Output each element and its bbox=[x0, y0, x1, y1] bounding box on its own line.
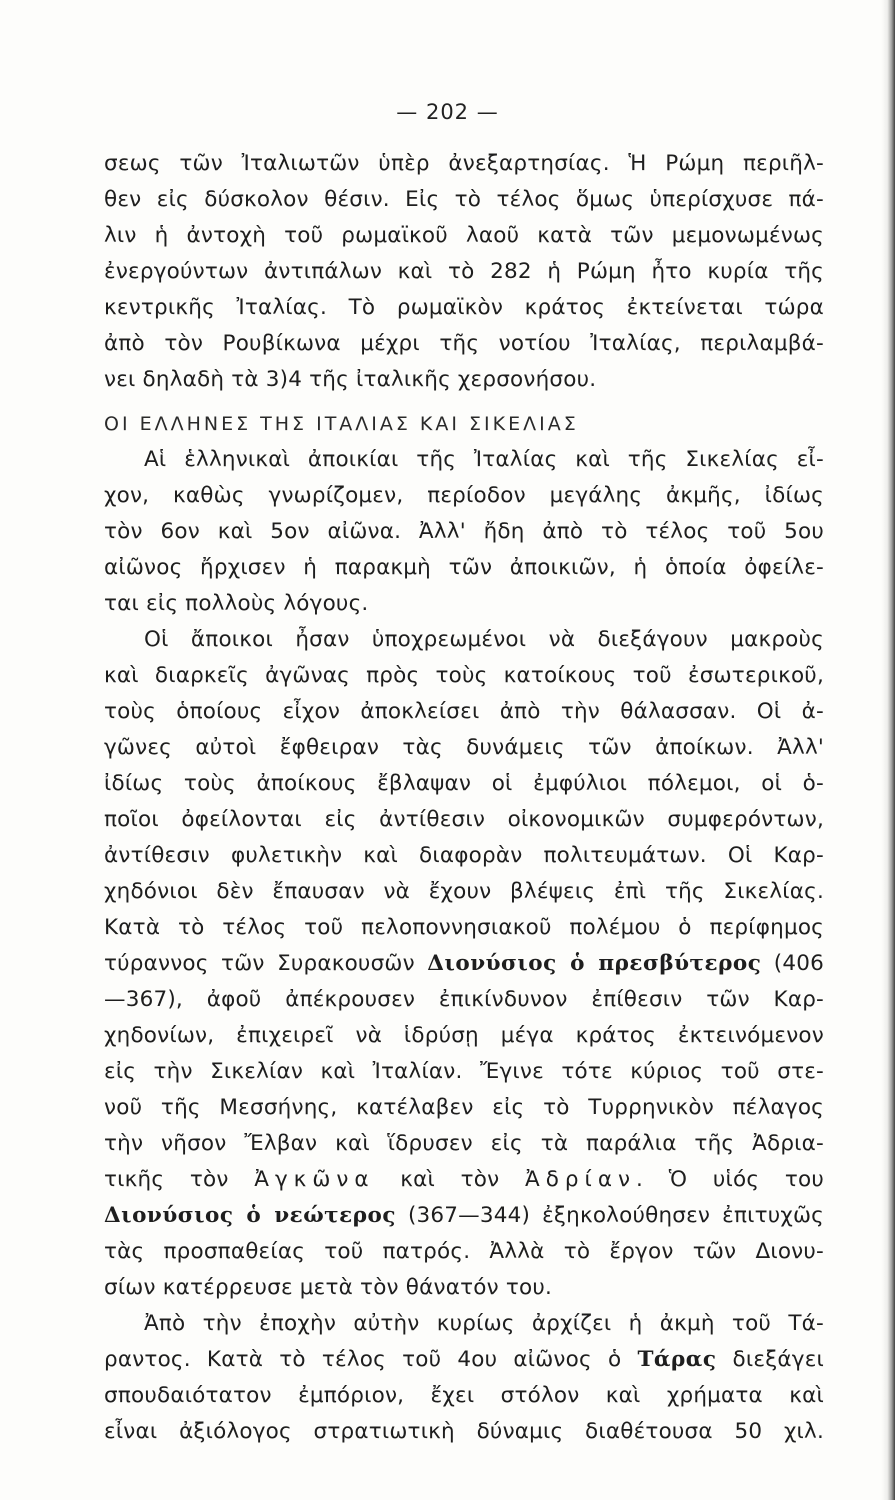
text-line: σπουδαιότατον ἐμπόριον, ἔχει στόλον καὶ χρήματα καὶ bbox=[104, 1383, 824, 1408]
text-fragment: τικῆς τὸν bbox=[104, 1167, 255, 1192]
text-line: ἰδίως τοὺς ἀποίκους ἔβλαψαν οἱ ἐμφύλιοι πόλεμοι, οἱ ὁ- bbox=[104, 771, 824, 796]
page-edge-shadow bbox=[881, 0, 895, 1500]
text-line bbox=[104, 946, 824, 982]
text-line: λιν ἡ ἀντοχὴ τοῦ ρωμαϊκοῦ λαοῦ κατὰ τῶν μεμονωμένως bbox=[104, 223, 824, 248]
text-line: χηδόνιοι δὲν ἔπαυσαν νὰ ἔχουν βλέψεις ἐπὶ τῆς Σικελίας. bbox=[104, 879, 824, 904]
text-fragment: (406 bbox=[761, 951, 824, 976]
text-line: Ἀπὸ τὴν ἐποχὴν αὐτὴν κυρίως ἀρχίζει ἡ ἀκμὴ τοῦ Τά- bbox=[144, 1311, 824, 1336]
text-fragment: καὶ τὸν bbox=[374, 1167, 526, 1192]
text-line: καὶ διαρκεῖς ἀγῶνας πρὸς τοὺς κατοίκους τοῦ ἐσωτερικοῦ, bbox=[104, 663, 824, 688]
text-line: νοῦ τῆς Μεσσήνης, κατέλαβεν εἰς τὸ Τυρρηνικὸν πέλαγος bbox=[104, 1095, 824, 1120]
text-fragment: διεξάγει bbox=[716, 1347, 824, 1372]
text-line: τὰς προσπαθείας τοῦ πατρός. Ἀλλὰ τὸ ἔργον τῶν Διονυ- bbox=[104, 1239, 824, 1264]
text-fragment: (367—344) ἐξηκολούθησεν ἐπιτυχῶς bbox=[395, 1203, 824, 1228]
text-line: ἀντίθεσιν φυλετικὴν καὶ διαφορὰν πολιτευμάτων. Οἱ Καρ- bbox=[104, 843, 824, 868]
text-line bbox=[104, 1342, 824, 1378]
spaced-name-adria: Ἀδρίαν bbox=[525, 1167, 637, 1192]
text-line: κεντρικῆς Ἰταλίας. Τὸ ρωμαϊκὸν κράτος ἐκτείνεται τώρα bbox=[104, 295, 824, 320]
text-line: τοὺς ὁποίους εἶχον ἀποκλείσει ἀπὸ τὴν θάλασσαν. Οἱ ἀ- bbox=[104, 699, 824, 724]
text-line bbox=[104, 1198, 824, 1234]
text-line: ἀπὸ τὸν Ρουβίκωνα μέχρι τῆς νοτίου Ἰταλίας, περιλαμβά- bbox=[104, 331, 824, 356]
text-line: ται εἰς πολλοὺς λόγους. bbox=[104, 591, 369, 616]
text-line: σίων κατέρρευσε μετὰ τὸν θάνατόν του. bbox=[104, 1275, 553, 1300]
spaced-name-ancona: Ἀγκῶνα bbox=[254, 1167, 375, 1192]
text-line: τὴν νῆσον Ἔλβαν καὶ ἵδρυσεν εἰς τὰ παράλια τῆς Ἀδρια- bbox=[104, 1131, 824, 1156]
text-line: τὸν 6ον καὶ 5ον αἰῶνα. Ἀλλ' ἤδη ἀπὸ τὸ τέλος τοῦ 5ου bbox=[104, 519, 824, 544]
text-line: εἶναι ἀξιόλογος στρατιωτικὴ δύναμις διαθέτουσα 50 χιλ. bbox=[104, 1419, 824, 1444]
text-fragment: . Ὁ υἱός του bbox=[636, 1167, 824, 1192]
text-line: ἐνεργούντων ἀντιπάλων καὶ τὸ 282 ἡ Ρώμη ἦτο κυρία τῆς bbox=[104, 259, 824, 284]
text-line: χηδονίων, ἐπιχειρεῖ νὰ ἱδρύσῃ μέγα κράτος ἐκτεινόμενον bbox=[104, 1023, 824, 1048]
text-line bbox=[104, 1162, 824, 1198]
text-line: —367), ἀφοῦ ἀπέκρουσεν ἐπικίνδυνον ἐπίθεσιν τῶν Καρ- bbox=[104, 987, 824, 1012]
page-text bbox=[104, 146, 824, 1450]
text-line: γῶνες αὐτοὶ ἔφθειραν τὰς δυνάμεις τῶν ἀποίκων. Ἀλλ' bbox=[104, 735, 824, 760]
text-line: σεως τῶν Ἰταλιωτῶν ὑπὲρ ἀνεξαρτησίας. Ἡ Ρώμη περιῆλ- bbox=[104, 151, 824, 176]
bold-name-taras: Τάρας bbox=[637, 1347, 717, 1372]
text-fragment: τύραννος τῶν Συρακουσῶν bbox=[104, 951, 428, 976]
section-heading: ΟΙ ΕΛΛΗΝΕΣ ΤΗΣ ΙΤΑΛΙΑΣ ΚΑΙ ΣΙΚΕΛΙΑΣ bbox=[104, 413, 579, 435]
text-line: Κατὰ τὸ τέλος τοῦ πελοποννησιακοῦ πολέμου ὁ περίφημος bbox=[104, 915, 824, 940]
text-line: ποῖοι ὀφείλονται εἰς ἀντίθεσιν οἰκονομικῶν συμφερόντων, bbox=[104, 807, 824, 832]
text-line: χον, καθὼς γνωρίζομεν, περίοδον μεγάλης ἀκμῆς, ἰδίως bbox=[104, 483, 824, 508]
page-number: — 202 — bbox=[396, 100, 499, 124]
text-line: θεν εἰς δύσκολον θέσιν. Εἰς τὸ τέλος ὅμως ὑπερίσχυσε πά- bbox=[104, 187, 824, 212]
text-line: Αἱ ἑλληνικαὶ ἀποικίαι τῆς Ἰταλίας καὶ τῆς Σικελίας εἶ- bbox=[144, 447, 824, 472]
text-line: εἰς τὴν Σικελίαν καὶ Ἰταλίαν. Ἔγινε τότε κύριος τοῦ στε- bbox=[104, 1059, 824, 1084]
text-line: νει δηλαδὴ τὰ 3)4 τῆς ἰταλικῆς χερσονήσου. bbox=[104, 367, 597, 392]
text-line: Οἱ ἄποικοι ἦσαν ὑποχρεωμένοι νὰ διεξάγουν μακροὺς bbox=[144, 627, 824, 652]
bold-name-dionysius-elder: Διονύσιος ὁ πρεσβύτερος bbox=[427, 951, 762, 976]
text-line: αἰῶνος ἤρχισεν ἡ παρακμὴ τῶν ἀποικιῶν, ἡ ὁποία ὀφείλε- bbox=[104, 555, 824, 580]
bold-name-dionysius-younger: Διονύσιος ὁ νεώτερος bbox=[104, 1203, 396, 1228]
text-fragment: ραντος. Κατὰ τὸ τέλος τοῦ 4ου αἰῶνος ὁ bbox=[104, 1347, 638, 1372]
